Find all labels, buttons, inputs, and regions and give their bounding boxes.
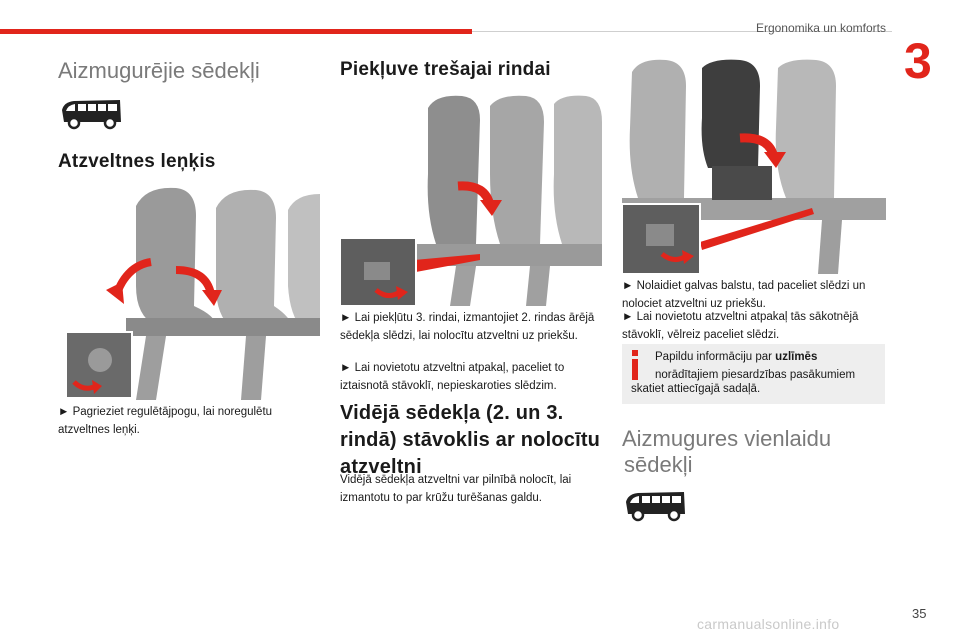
- section-title: Ergonomika un komforts: [755, 21, 886, 35]
- van-icon: [58, 96, 124, 130]
- heading-third-row-access: Piekļuve trešajai rindai: [340, 59, 551, 80]
- heading-rear-bench: [622, 426, 886, 479]
- instruction-backrest: ► Pagrieziet regulētājpogu, lai noregulētu atzveltnes leņķi.: [58, 406, 273, 436]
- page-number: 35: [912, 606, 927, 621]
- figure-third-row-access: [340, 94, 602, 306]
- chapter-number: 3: [904, 33, 932, 89]
- van-icon: [622, 488, 688, 522]
- watermark: carmanualsonline.info: [697, 616, 840, 632]
- info-line3: skatiet attiecīgajā sadaļā.: [631, 383, 761, 395]
- info-text-pre: Papildu informāciju par: [655, 351, 776, 363]
- info-box: [622, 344, 885, 404]
- paragraph-middle-seat: Vidējā sēdekļa atzveltni var pilnībā nolocīt, lai izmantotu to par krūžu turēšanas galdu.: [340, 474, 572, 504]
- subheading-backrest-angle: Atzveltnes leņķis: [58, 151, 216, 172]
- info-text-line2: norādītajiem piesardzības pasākumiem: [655, 368, 856, 381]
- heading-rear-bench-line2: sēdekļi: [624, 452, 693, 478]
- subheading-middle-seat: Vidējā sēdekļa (2. un 3. rindā) stāvoklis ar nolocītu atzveltni: [340, 402, 601, 478]
- header-accent-bar: [0, 29, 472, 34]
- info-link-labels[interactable]: uzlīmēs: [775, 351, 818, 363]
- heading-rear-bench-line1: Aizmugures vienlaidu: [622, 426, 832, 451]
- step-access-fold: ► Lai piekļūtu 3. rindai, izmantojiet 2. rindas ārējā sēdekļa slēdzi, lai nolocītu atzveltni uz priekšu.: [340, 312, 595, 342]
- figure-middle-seat-fold: [622, 58, 886, 274]
- info-line1: [655, 349, 880, 385]
- step-middle-fold: ► Nolaidiet galvas balstu, tad paceliet slēdzi un nolociet atzveltni uz priekšu.: [622, 280, 866, 310]
- heading-rear-seats: Aizmugurējie sēdekļi: [58, 58, 260, 83]
- step-access-return: ► Lai novietotu atzveltni atpakaļ, paceliet to iztaisnotā stāvoklī, nepieskaroties slēdzim.: [340, 362, 565, 392]
- info-icon: [632, 350, 638, 380]
- step-middle-return: ► Lai novietotu atzveltni atpakaļ tās sākotnējā stāvoklī, vēlreiz paceliet slēdzi.: [622, 311, 859, 341]
- figure-backrest-angle: [66, 186, 320, 400]
